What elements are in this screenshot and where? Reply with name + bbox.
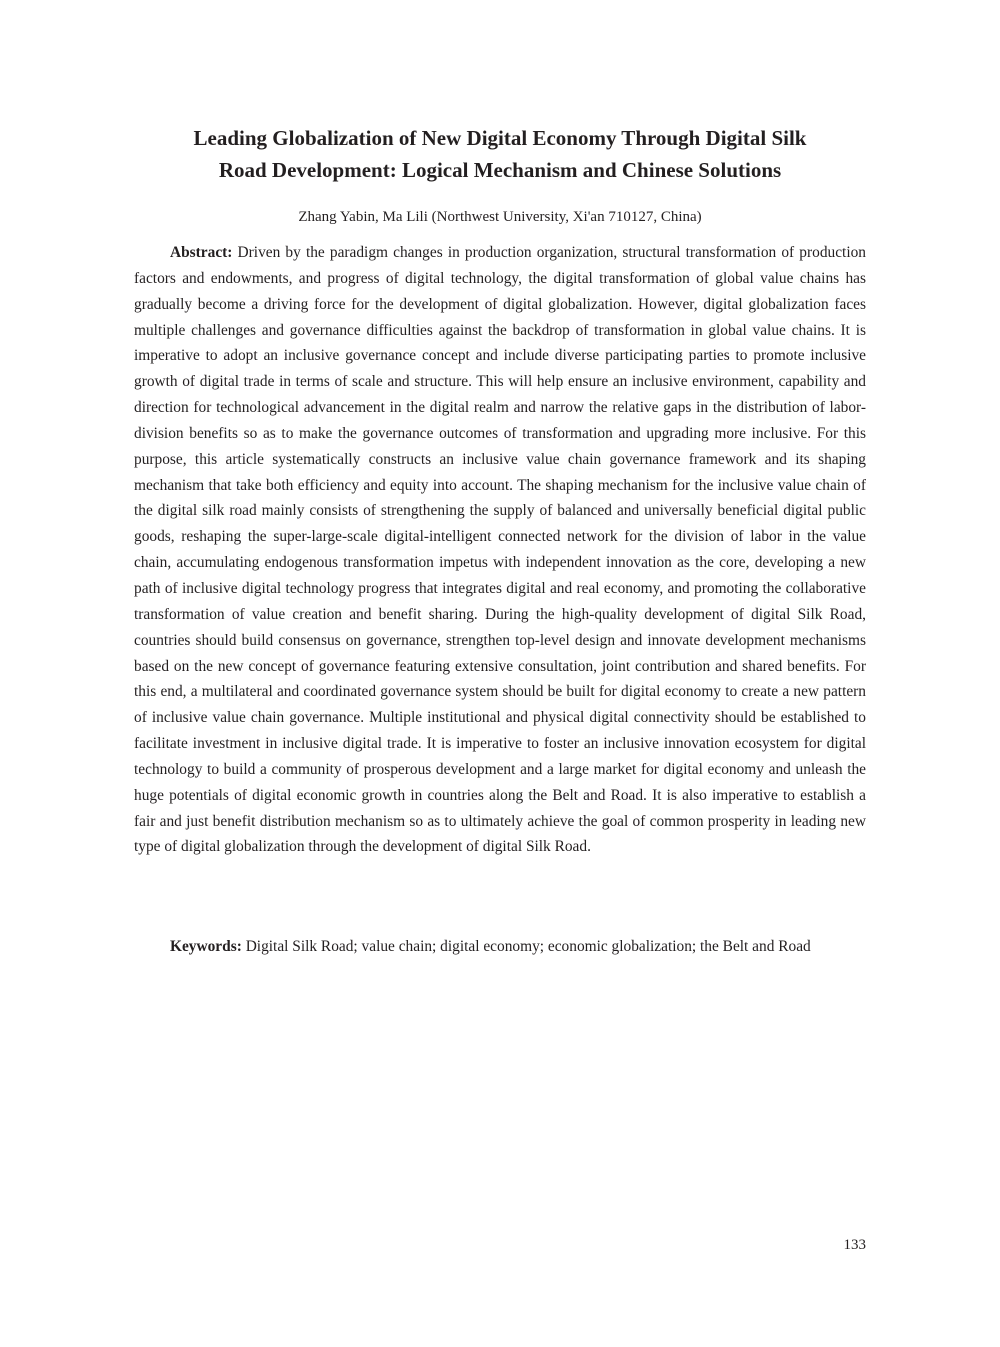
keywords-text: Digital Silk Road; value chain; digital economy; economic globalization; the Belt and Road <box>245 938 811 955</box>
abstract-label: Abstract: <box>170 244 233 261</box>
keywords-label: Keywords: <box>170 938 242 955</box>
title-line-2: Road Development: Logical Mechanism and Chinese Solutions <box>218 158 782 182</box>
abstract-paragraph <box>134 240 866 860</box>
paper-title <box>120 122 880 186</box>
keywords-paragraph <box>134 934 866 960</box>
abstract-text: Driven by the paradigm changes in production organization, structural transformation of production factors and endowments, and progress of digital technology, the digital transformation of global value chains has gradually become a driving force for the development of digital globalization. However, digital globalization faces multiple challenges and governance difficulties against the backdrop of transformation in global value chains. It is imperative to adopt an inclusive governance concept and include diverse participating parties to promote inclusive growth of digital trade in terms of scale and structure. This will help ensure an inclusive environment, capability and direction for technological advancement in the digital realm and narrow the relative gaps in the distribution of labor-division benefits so as to make the governance outcomes of transformation and upgrading more inclusive. For this purpose, this article systematically constructs an inclusive value chain governance framework and its shaping mechanism that take both efficiency and equity into account. The shaping mechanism for the inclusive value chain of the digital silk road mainly consists of strengthening the supply of balanced and universally beneficial digital public goods, reshaping the super-large-scale digital-intelligent connected network for the division of labor in the value chain, accumulating endogenous transformation impetus with independent innovation as the core, developing a new path of inclusive digital technology progress that integrates digital and real economy, and promoting the collaborative transformation of value creation and benefit sharing. During the high-quality development of digital Silk Road, countries should build consensus on governance, strengthen top-level design and innovate development mechanisms based on the new concept of governance featuring extensive consultation, joint contribution and shared benefits. For this end, a multilateral and coordinated governance system should be built for digital economy to create a new pattern of inclusive value chain governance. Multiple institutional and physical digital connectivity should be established to facilitate investment in inclusive digital trade. It is imperative to foster an inclusive innovation ecosystem for digital technology to build a community of prosperous development and a large market for digital economy and unleash the huge potentials of digital economic growth in countries along the Belt and Road. It is also imperative to establish a fair and just benefit distribution mechanism so as to ultimately achieve the goal of common prosperity in leading new type of digital globalization through the development of digital Silk Road. <box>134 244 866 856</box>
page-number: 133 <box>843 1237 866 1253</box>
author-affiliation: Zhang Yabin, Ma Lili (Northwest University, Xi'an 710127, China) <box>298 209 702 225</box>
title-line-1: Leading Globalization of New Digital Economy Through Digital Silk <box>193 126 807 150</box>
